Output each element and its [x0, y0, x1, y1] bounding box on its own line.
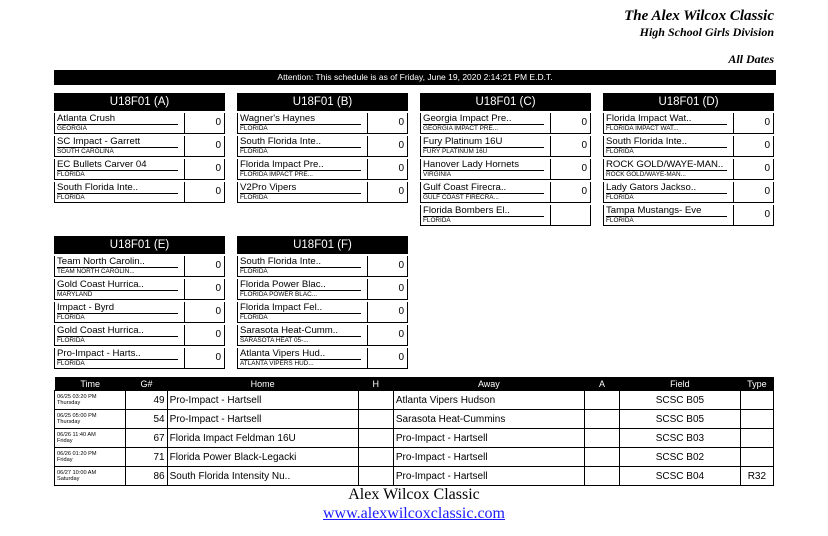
- team-info: [421, 136, 551, 156]
- team-row[interactable]: [603, 113, 774, 134]
- game-a-cell: [584, 448, 619, 467]
- team-info: [238, 279, 368, 299]
- team-score: 0: [398, 306, 404, 317]
- game-time-cell: [55, 467, 126, 486]
- game-day: Friday: [57, 457, 73, 463]
- game-num-cell: 71: [126, 448, 167, 467]
- team-club: FURY PLATINUM 16U: [423, 147, 544, 155]
- team-info: [55, 256, 185, 276]
- team-score: 0: [398, 140, 404, 151]
- team-club: GEORGIA IMPACT PRE...: [423, 124, 544, 132]
- team-name: Florida Bombers El..: [423, 205, 510, 216]
- game-row[interactable]: [55, 391, 774, 410]
- team-score: 0: [581, 117, 587, 128]
- team-score: 0: [215, 140, 221, 151]
- team-row[interactable]: [237, 302, 408, 323]
- dates-label: All Dates: [728, 52, 774, 66]
- team-row[interactable]: [54, 302, 225, 323]
- team-row[interactable]: [54, 325, 225, 346]
- team-club: FLORIDA: [57, 313, 178, 321]
- team-info: [55, 182, 185, 202]
- team-score: 0: [764, 140, 770, 151]
- team-name: Gulf Coast Firecra..: [423, 182, 507, 193]
- team-row[interactable]: [603, 136, 774, 157]
- team-row[interactable]: [54, 159, 225, 180]
- team-club: FLORIDA: [240, 267, 361, 275]
- team-score: 0: [398, 352, 404, 363]
- page-title: The Alex Wilcox Classic: [624, 8, 774, 24]
- team-row[interactable]: [237, 256, 408, 277]
- game-field-cell: SCSC B04: [620, 467, 741, 486]
- team-club: FLORIDA: [57, 193, 178, 201]
- team-name: South Florida Inte..: [606, 136, 688, 147]
- game-home-cell: Florida Power Black-Legacki: [167, 448, 358, 467]
- team-club: FLORIDA: [606, 193, 727, 201]
- team-score: 0: [764, 117, 770, 128]
- team-score: 0: [215, 352, 221, 363]
- team-name: Pro-Impact - Harts..: [57, 348, 141, 359]
- team-row[interactable]: [54, 256, 225, 277]
- game-day: Thursday: [57, 419, 81, 425]
- team-info: [238, 325, 368, 345]
- game-type-cell: [740, 429, 773, 448]
- game-day: Saturday: [57, 476, 80, 482]
- team-row[interactable]: [420, 113, 591, 134]
- game-datetime: 06/26 01:20 PM: [57, 451, 97, 457]
- team-club: FLORIDA POWER BLAC...: [240, 290, 361, 298]
- game-time-cell: [55, 448, 126, 467]
- column-header: Away: [393, 377, 584, 391]
- team-row[interactable]: [237, 159, 408, 180]
- team-row[interactable]: [237, 348, 408, 369]
- game-h-cell: [358, 410, 393, 429]
- game-field-cell: SCSC B02: [620, 448, 741, 467]
- team-club: FLORIDA: [57, 359, 178, 367]
- team-name: Sarasota Heat-Cumm..: [240, 325, 339, 336]
- column-header: Type: [740, 377, 773, 391]
- pool-2: [420, 93, 591, 226]
- team-club: VIRGINIA: [423, 170, 544, 178]
- team-score: 0: [398, 283, 404, 294]
- team-row[interactable]: [603, 182, 774, 203]
- team-name: Tampa Mustangs- Eve: [606, 205, 702, 216]
- team-row[interactable]: [420, 205, 591, 226]
- team-club: MARYLAND: [57, 290, 178, 298]
- game-a-cell: [584, 429, 619, 448]
- team-name: EC Bullets Carver 04: [57, 159, 147, 170]
- game-type-cell: [740, 410, 773, 429]
- team-name: Atlanta Vipers Hud..: [240, 348, 326, 359]
- team-score: 0: [215, 163, 221, 174]
- team-info: [421, 205, 551, 225]
- team-score: 0: [215, 283, 221, 294]
- team-info: [604, 205, 734, 225]
- team-club: FLORIDA: [423, 216, 544, 224]
- game-home-cell: Pro-Impact - Hartsell: [167, 410, 358, 429]
- team-name: Gold Coast Hurrica..: [57, 279, 144, 290]
- team-row[interactable]: [603, 159, 774, 180]
- games-header-row: [55, 377, 774, 391]
- game-day: Friday: [57, 438, 73, 444]
- team-name: Florida Impact Pre..: [240, 159, 324, 170]
- team-info: [421, 182, 551, 202]
- team-name: Atlanta Crush: [57, 113, 116, 124]
- team-name: Georgia Impact Pre..: [423, 113, 512, 124]
- team-score: 0: [398, 260, 404, 271]
- team-name: ROCK GOLD/WAYE-MAN..: [606, 159, 724, 170]
- team-club: FLORIDA: [57, 170, 178, 178]
- team-name: Florida Impact Fel..: [240, 302, 323, 313]
- team-info: [238, 302, 368, 322]
- team-club: FLORIDA: [240, 193, 361, 201]
- team-name: Florida Impact Wat..: [606, 113, 692, 124]
- team-score: 0: [581, 140, 587, 151]
- pool-0: [54, 93, 225, 203]
- team-club: ATLANTA VIPERS HUD...: [240, 359, 361, 367]
- division-subtitle: High School Girls Division: [639, 25, 774, 39]
- game-num-cell: 49: [126, 391, 167, 410]
- team-info: [55, 159, 185, 179]
- team-info: [55, 113, 185, 133]
- team-info: [238, 348, 368, 368]
- team-info: [238, 256, 368, 276]
- team-row[interactable]: [54, 136, 225, 157]
- pool-header: U18F01 (B): [237, 93, 408, 111]
- pool-5: [237, 236, 408, 369]
- team-info: [238, 182, 368, 202]
- team-score: 0: [398, 186, 404, 197]
- column-header: G#: [126, 377, 167, 391]
- pool-header: U18F01 (D): [603, 93, 774, 111]
- team-name: Hanover Lady Hornets: [423, 159, 519, 170]
- game-h-cell: [358, 467, 393, 486]
- team-row[interactable]: [237, 113, 408, 134]
- attention-banner: Attention: This schedule is as of Friday, June 19, 2020 2:14:21 PM E.D.T.: [54, 70, 776, 85]
- team-club: FLORIDA: [57, 336, 178, 344]
- team-score: 0: [764, 186, 770, 197]
- game-type-cell: [740, 448, 773, 467]
- game-num-cell: 86: [126, 467, 167, 486]
- team-score: 0: [581, 186, 587, 197]
- game-home-cell: Pro-Impact - Hartsell: [167, 391, 358, 410]
- game-row[interactable]: [55, 410, 774, 429]
- team-club: FLORIDA: [240, 313, 361, 321]
- game-away-cell: Sarasota Heat-Cummins: [393, 410, 584, 429]
- team-score: 0: [398, 117, 404, 128]
- game-away-cell: Pro-Impact - Hartsell: [393, 448, 584, 467]
- team-score: 0: [398, 163, 404, 174]
- team-info: [55, 348, 185, 368]
- team-name: Impact - Byrd: [57, 302, 115, 313]
- column-header: H: [358, 377, 393, 391]
- footer-link[interactable]: www.alexwilcoxclassic.com: [322, 505, 505, 522]
- game-a-cell: [584, 391, 619, 410]
- team-info: [604, 136, 734, 156]
- team-score: 0: [398, 329, 404, 340]
- team-name: V2Pro Vipers: [240, 182, 297, 193]
- team-club: TEAM NORTH CAROLIN...: [57, 267, 178, 275]
- team-row[interactable]: [603, 205, 774, 226]
- game-row[interactable]: [55, 429, 774, 448]
- team-row[interactable]: [54, 279, 225, 300]
- game-time-cell: [55, 429, 126, 448]
- team-info: [421, 159, 551, 179]
- pool-header: U18F01 (C): [420, 93, 591, 111]
- team-name: Wagner's Haynes: [240, 113, 316, 124]
- game-field-cell: SCSC B05: [620, 410, 741, 429]
- pool-header: U18F01 (A): [54, 93, 225, 111]
- team-row[interactable]: [54, 113, 225, 134]
- game-time-cell: [55, 410, 126, 429]
- team-name: Gold Coast Hurrica..: [57, 325, 144, 336]
- pool-1: [237, 93, 408, 203]
- team-score: 0: [215, 329, 221, 340]
- team-info: [55, 136, 185, 156]
- team-info: [604, 113, 734, 133]
- game-day: Thursday: [57, 400, 81, 406]
- team-name: Lady Gators Jackso..: [606, 182, 697, 193]
- game-away-cell: Pro-Impact - Hartsell: [393, 467, 584, 486]
- team-club: GEORGIA: [57, 124, 178, 132]
- column-header: Time: [55, 377, 126, 391]
- team-info: [55, 302, 185, 322]
- game-field-cell: SCSC B05: [620, 391, 741, 410]
- game-type-cell: R32: [740, 467, 773, 486]
- game-num-cell: 67: [126, 429, 167, 448]
- team-club: GULF COAST FIRECRA...: [423, 193, 544, 201]
- game-row[interactable]: [55, 448, 774, 467]
- pool-header: U18F01 (E): [54, 236, 225, 254]
- team-club: FLORIDA IMPACT WAT...: [606, 124, 727, 132]
- team-club: FLORIDA: [606, 147, 727, 155]
- team-row[interactable]: [420, 136, 591, 157]
- game-h-cell: [358, 448, 393, 467]
- game-home-cell: South Florida Intensity Nu..: [167, 467, 358, 486]
- team-row[interactable]: [54, 182, 225, 203]
- team-club: FLORIDA: [240, 147, 361, 155]
- game-num-cell: 54: [126, 410, 167, 429]
- team-club: SARASOTA HEAT 05-...: [240, 336, 361, 344]
- team-name: South Florida Inte..: [57, 182, 139, 193]
- game-datetime: 06/26 11:40 AM: [57, 432, 96, 438]
- games-body: [55, 391, 774, 486]
- team-score: 0: [215, 186, 221, 197]
- team-row[interactable]: [420, 159, 591, 180]
- team-score: 0: [215, 260, 221, 271]
- column-header: Field: [620, 377, 741, 391]
- game-time-cell: [55, 391, 126, 410]
- team-info: [238, 113, 368, 133]
- column-header: Home: [167, 377, 358, 391]
- team-info: [55, 325, 185, 345]
- team-row[interactable]: [237, 136, 408, 157]
- team-row[interactable]: [54, 348, 225, 369]
- team-info: [604, 182, 734, 202]
- game-away-cell: Atlanta Vipers Hudson: [393, 391, 584, 410]
- team-score: [551, 205, 590, 225]
- game-a-cell: [584, 410, 619, 429]
- team-name: Team North Carolin..: [57, 256, 145, 267]
- team-row[interactable]: [237, 279, 408, 300]
- game-datetime: 06/25 05:00 PM: [57, 413, 97, 419]
- team-score: 0: [581, 163, 587, 174]
- games-table: [54, 377, 774, 486]
- team-club: FLORIDA: [606, 216, 727, 224]
- team-row[interactable]: [420, 182, 591, 203]
- game-datetime: 06/27 10:00 AM: [57, 470, 97, 476]
- footer-title: Alex Wilcox Classic: [348, 486, 480, 503]
- team-name: SC Impact - Garrett: [57, 136, 141, 147]
- game-away-cell: Pro-Impact - Hartsell: [393, 429, 584, 448]
- team-club: FLORIDA: [240, 124, 361, 132]
- game-datetime: 06/25 03:20 PM: [57, 394, 97, 400]
- team-info: [421, 113, 551, 133]
- team-name: South Florida Inte..: [240, 256, 322, 267]
- team-score: 0: [215, 117, 221, 128]
- game-a-cell: [584, 467, 619, 486]
- game-home-cell: Florida Impact Feldman 16U: [167, 429, 358, 448]
- team-name: Fury Platinum 16U: [423, 136, 503, 147]
- pool-header: U18F01 (F): [237, 236, 408, 254]
- team-info: [238, 136, 368, 156]
- game-row[interactable]: [55, 467, 774, 486]
- game-h-cell: [358, 429, 393, 448]
- team-score: 0: [764, 163, 770, 174]
- pool-4: [54, 236, 225, 369]
- game-h-cell: [358, 391, 393, 410]
- team-score: 0: [215, 306, 221, 317]
- team-club: ROCK GOLD/WAYE-MAN...: [606, 170, 727, 178]
- team-name: Florida Power Blac..: [240, 279, 326, 290]
- team-row[interactable]: [237, 182, 408, 203]
- team-row[interactable]: [237, 325, 408, 346]
- team-info: [604, 159, 734, 179]
- team-info: [55, 279, 185, 299]
- pool-3: [603, 93, 774, 226]
- game-type-cell: [740, 391, 773, 410]
- team-score: 0: [764, 209, 770, 220]
- team-info: [238, 159, 368, 179]
- column-header: A: [584, 377, 619, 391]
- team-club: FLORIDA IMPACT PRE...: [240, 170, 361, 178]
- team-club: SOUTH CAROLINA: [57, 147, 178, 155]
- game-field-cell: SCSC B03: [620, 429, 741, 448]
- team-name: South Florida Inte..: [240, 136, 322, 147]
